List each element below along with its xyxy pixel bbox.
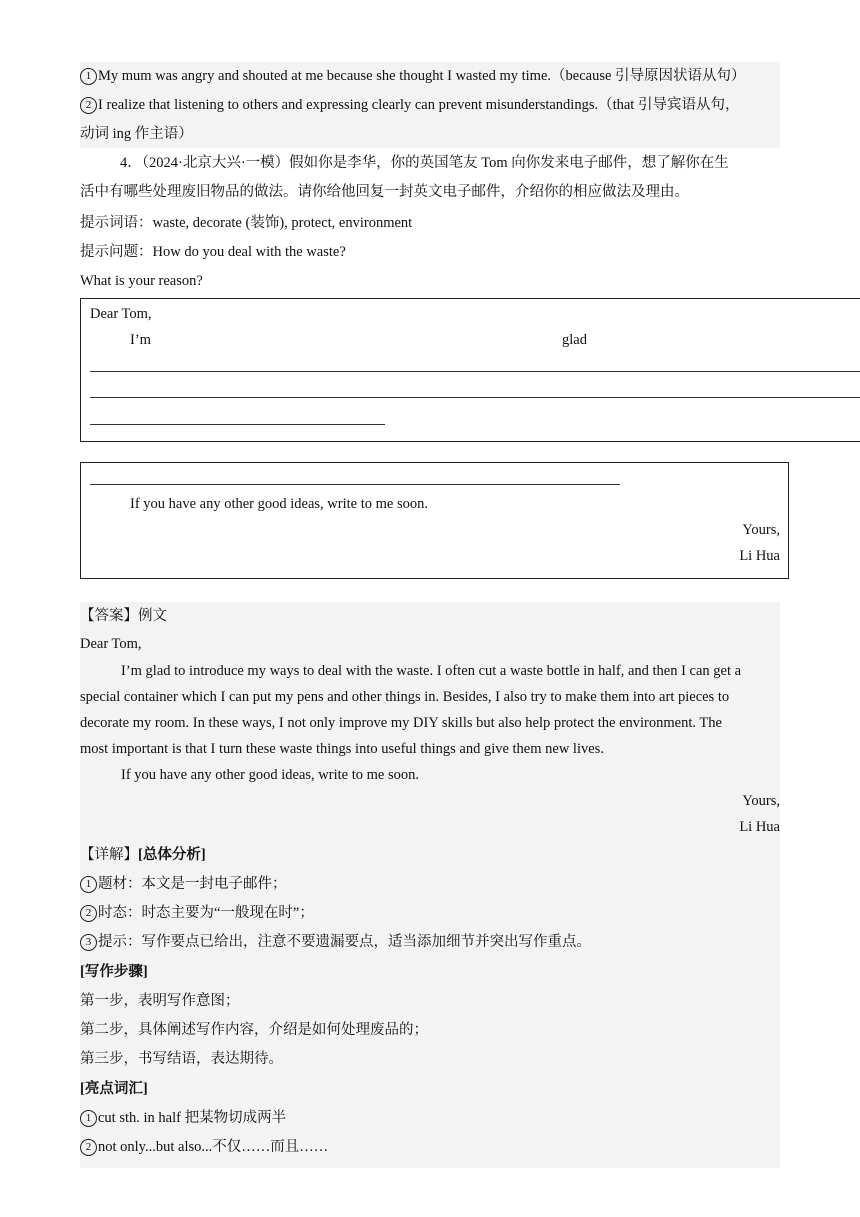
example-sentence-1: 1 My mum was angry and shouted at me because she thought I wasted my time.（because 引导原因状语从句） [80,66,746,86]
writing-greeting: Dear Tom, [90,306,152,322]
circled-number: 1 [80,68,97,85]
writing-step: 第三步，书写结语，表达期待。 [80,1051,283,1067]
example-sentence-2: 2 I realize that listening to others and expressing clearly can prevent misunderstandings.（that 引导宾语从句， [80,95,739,115]
answer-label: 【答案】例文 [80,608,167,624]
overall-item: 2 时态：时态主要为“一般现在时”； [80,903,314,923]
answer-blank-line [90,397,860,398]
answer-paragraph-line: special container which I can put my pens and other things in. Besides, I also try to make them into art pieces to [80,689,730,705]
writing-closing-line: If you have any other good ideas, write to me soon. [130,496,428,512]
circled-number: 1 [80,876,97,893]
hint-words: 提示词语：waste, decorate (装饰), protect, environment [80,215,413,231]
answer-closing-line: If you have any other good ideas, write to me soon. [121,767,419,783]
circled-number: 1 [80,1110,97,1127]
writing-start-word-2: glad [562,332,587,348]
overall-analysis-heading: [总体分析] [138,847,206,863]
answer-blank-line [90,371,860,372]
detail-header [80,845,206,865]
answer-sign-name: Li Hua [739,819,780,835]
answer-blank-line [90,424,385,425]
writing-box-top [80,298,860,442]
circled-number: 2 [80,1139,97,1156]
vocab-heading: [亮点词汇] [80,1081,148,1097]
answer-paragraph-line: I’m glad to introduce my ways to deal with the waste. I often cut a waste bottle in half, and then I can get a [121,663,742,679]
circled-number: 3 [80,934,97,951]
circled-number: 2 [80,905,97,922]
writing-step: 第二步，具体阐述写作内容，介绍是如何处理废品的； [80,1022,428,1038]
vocab-item: 1 cut sth. in half 把某物切成两半 [80,1108,286,1128]
hint-question-1: 提示问题：How do you deal with the waste? [80,244,346,260]
overall-item: 3 提示：写作要点已给出，注意不要遗漏要点，适当添加细节并突出写作重点。 [80,932,591,952]
writing-sign-yours: Yours, [742,522,780,538]
writing-sign-name: Li Hua [739,548,780,564]
question-line-1: 4．（2024·北京大兴·一模）假如你是李华，你的英国笔友 Tom 向你发来电子邮件，想了解你在生 [120,155,729,171]
detail-label: 【详解】 [80,847,138,863]
circled-number: 2 [80,97,97,114]
overall-item: 1 题材：本文是一封电子邮件； [80,874,287,894]
example-sentence-2-continued: 动词 ing 作主语） [80,126,193,142]
answer-paragraph-line: most important is that I turn these waste things into useful things and give them new lives. [80,741,604,757]
hint-question-2: What is your reason? [80,273,203,289]
writing-steps-heading: [写作步骤] [80,964,148,980]
answer-blank-line [90,484,620,485]
answer-sign-yours: Yours, [742,793,780,809]
answer-paragraph-line: decorate my room. In these ways, I not only improve my DIY skills but also help protect the environment. The [80,715,722,731]
vocab-item: 2 not only...but also...不仅……而且…… [80,1137,328,1157]
question-line-2: 活中有哪些处理废旧物品的做法。请你给他回复一封英文电子邮件，介绍你的相应做法及理由。 [80,184,689,200]
answer-greeting: Dear Tom, [80,636,142,652]
writing-step: 第一步，表明写作意图； [80,993,240,1009]
writing-start-word-1: I’m [130,332,151,348]
